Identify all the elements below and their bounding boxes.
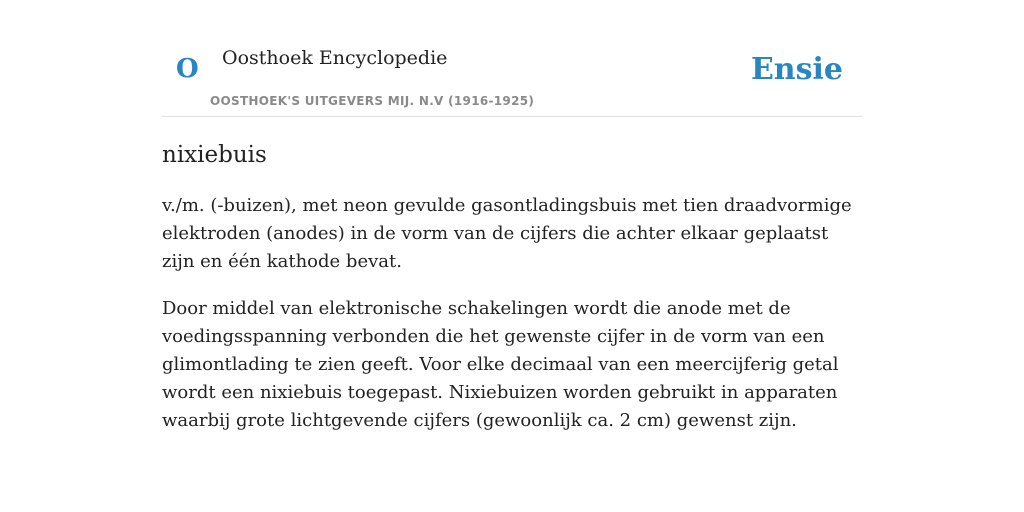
page xyxy=(162,0,862,431)
entry-definition xyxy=(162,192,862,454)
ensie-brand-link[interactable]: Ensie xyxy=(750,52,843,87)
header xyxy=(162,0,862,117)
oosthoek-logo[interactable]: O xyxy=(176,54,199,84)
definition-paragraph: Door middel van elektronische schakelingen wordt die anode met de voedingsspanning verbonden die het gewenste cijfer in de vorm van een glimontlading te zien geeft. Voor elke decimaal van een meercijferig getal wordt een nixiebuis toegepast. Nixiebuizen worden gebruikt in apparaten waarbij grote lichtgevende cijfers (gewoonlijk ca. 2 cm) gewenst zijn. xyxy=(162,298,839,431)
entry-title: nixiebuis xyxy=(162,142,267,168)
site-title-link[interactable]: Oosthoek Encyclopedie xyxy=(222,47,448,69)
definition-paragraph: v./m. (-buizen), met neon gevulde gasontladingsbuis met tien draadvormige elektroden (anodes) in de vorm van de cijfers die achter elkaar geplaatst zijn en één kathode bevat. xyxy=(162,195,852,272)
publisher-subtitle: OOSTHOEK'S UITGEVERS MIJ. N.V (1916-1925) xyxy=(210,94,535,108)
